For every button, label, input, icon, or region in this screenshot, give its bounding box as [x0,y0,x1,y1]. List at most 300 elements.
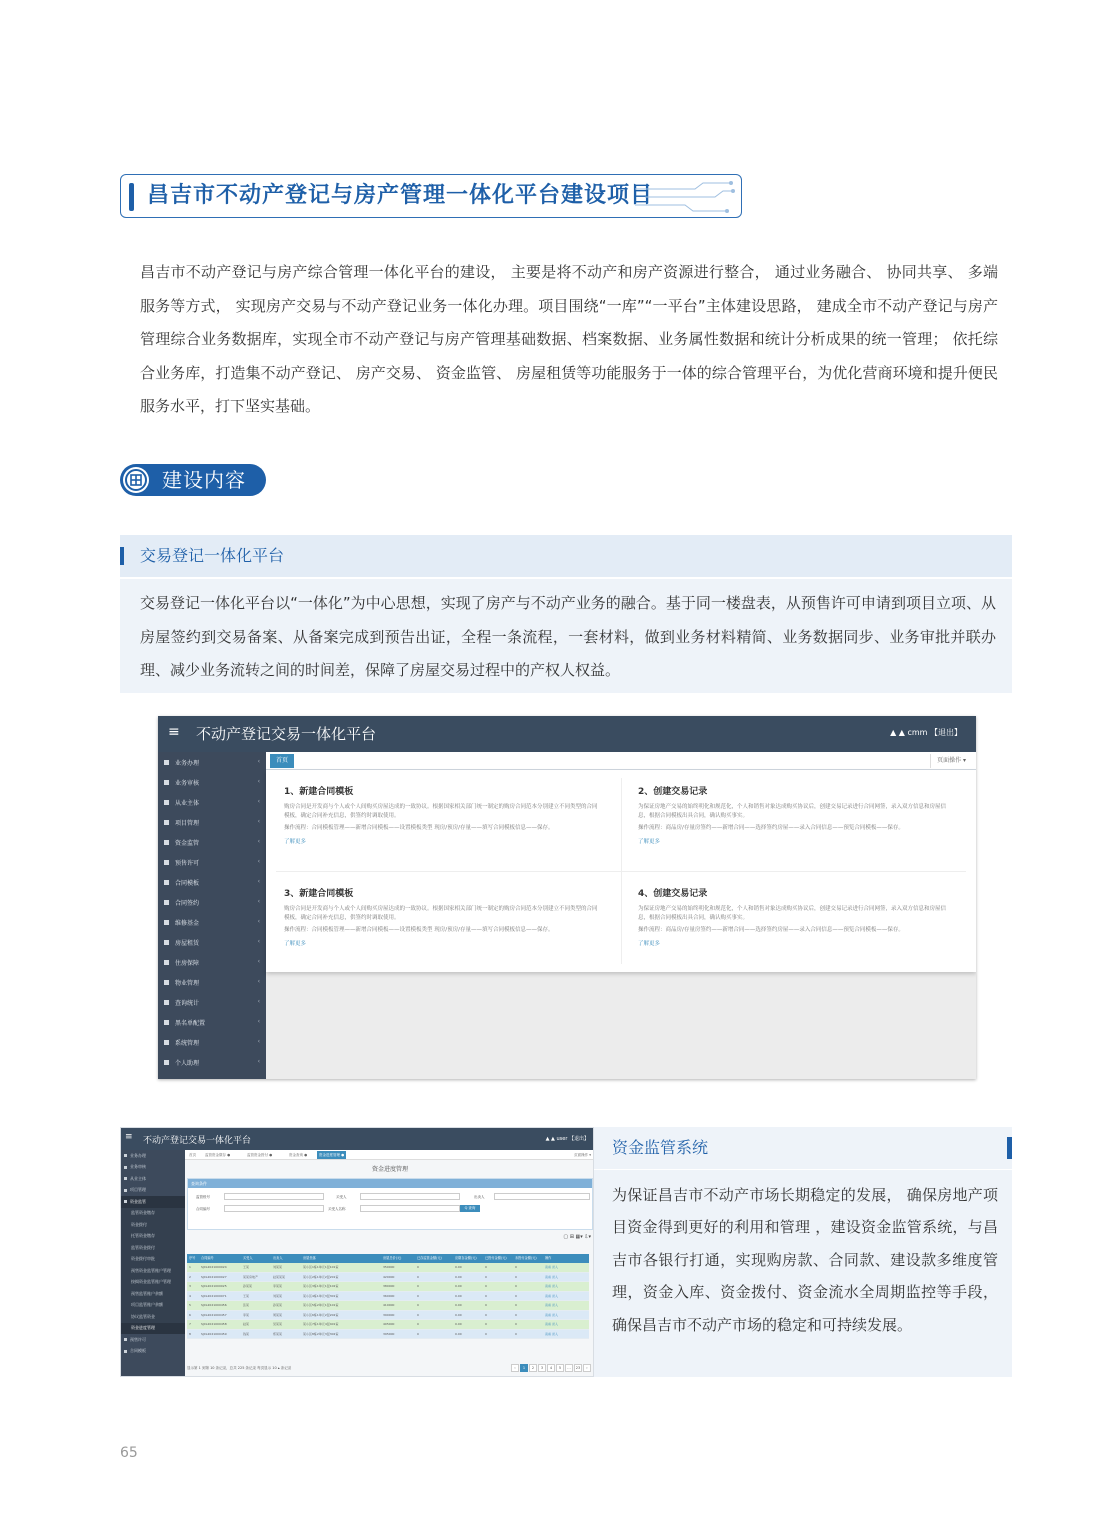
sidebar-item[interactable] [121,1185,185,1197]
table-cell: SJXL2021000456 [201,1303,227,1307]
data-table [187,1254,589,1339]
page-options-button[interactable]: 页面操作 ▾ [930,754,972,768]
field-label: 出卖人 [474,1195,485,1199]
sidebar-subitem[interactable] [121,1219,185,1231]
chevron-left-icon: ‹ [257,998,260,1005]
sidebar-item-label: 资金进度管理 [131,1325,155,1331]
table-cell: 0 [417,1274,419,1279]
table-cell: 某小区3栋1单元1层102室 [303,1284,339,1288]
sidebar-subitem[interactable] [121,1288,185,1300]
sidebar-item-label: 合同模板 [175,879,200,887]
building-icon [123,467,149,493]
sidebar-item[interactable] [158,972,266,992]
fund-accent-bar [1007,1137,1012,1159]
sidebar-item[interactable] [121,1162,185,1174]
column-header[interactable]: 买受人 [243,1256,253,1260]
page-number: 65 [120,1445,138,1461]
column-header[interactable]: 房屋总价(元) [383,1256,402,1260]
table-cell: 周某某 [273,1312,283,1317]
table-header [187,1254,589,1263]
menu-item-icon [164,1060,169,1065]
content-title: 资金进度管理 [371,1166,408,1173]
tab[interactable]: 资金查询 ● [289,1153,308,1157]
sidebar-item[interactable] [158,752,266,772]
guide-card [626,774,966,855]
user-menu[interactable]: ▲ ▲ user 【退出】 [545,1136,589,1142]
sidebar-item-label: 住房保障 [175,959,200,967]
seller-input[interactable] [494,1193,590,1200]
table-cell: 某小区1栋1单元1层101室 [303,1265,339,1269]
sidebar-item-label: 预售资金监管账户管理 [131,1267,171,1273]
table-cell: SJXL2021000458 [201,1322,227,1326]
page-button[interactable]: ‹ [511,1364,519,1372]
card-text: 购房合同是开发商与个人或个人间购买房屋达成的一致协议。根据国家相关部门统一制定的购房合同范本分别建立不同类型的合同模板，确定合同补充信息，供签约时调取使用。 [284,906,598,921]
sidebar-item-label: 资金监管 [130,1198,146,1204]
table-cell: 7 [189,1322,191,1326]
menu-item-icon [164,960,169,965]
column-header[interactable]: 已存监管金额(元) [417,1256,442,1260]
pagination [510,1364,591,1372]
panel-title: 查询条件 [188,1179,592,1188]
sidebar-subitem[interactable] [121,1300,185,1312]
sidebar-subitem[interactable] [121,1208,185,1220]
page-button[interactable]: 4 [547,1364,555,1372]
page-button[interactable]: 1 [520,1364,528,1372]
learn-more-link[interactable]: 了解更多 [284,839,307,845]
table-row[interactable] [187,1311,589,1321]
sidebar-item-label: 系统管理 [175,1039,200,1047]
sidebar-item-label: 项目管理 [130,1187,146,1193]
sidebar-item[interactable] [158,1032,266,1052]
sidebar-item-label: 资金监管 [175,839,200,847]
hamburger-icon[interactable]: ≡ [125,1132,133,1142]
menu-item-icon [164,1000,169,1005]
table-cell: 刘某某 [273,1293,283,1298]
row-actions[interactable]: 查看 录入 [545,1331,558,1336]
table-cell: 刘某某 [273,1265,283,1269]
sidebar-item-label: 从业主体 [175,799,200,807]
table-cell: 某某房地产 [243,1274,259,1279]
sidebar-item[interactable] [158,912,266,932]
section-label: 建设内容 [162,468,246,492]
table-cell: 李某某 [273,1284,283,1288]
page-title: 昌吉市不动产登记与房产管理一体化平台建设项目 [147,183,654,208]
sidebar-subitem[interactable] [121,1254,185,1266]
menu-item-icon [124,1200,127,1203]
table-cell: 395000 [383,1331,395,1336]
divider [594,1169,1012,1170]
sidebar-item-label: 从业主体 [130,1175,146,1181]
guide-card [272,876,612,957]
fund-panel [594,1127,1012,1377]
learn-more-link[interactable]: 了解更多 [638,941,661,947]
sidebar-item-label: 物业管理 [175,979,200,987]
table-cell: 0.00 [455,1265,462,1269]
trade-title: 交易登记一体化平台 [140,546,285,565]
fund-paragraph: 为保证昌吉市不动产市场长期稳定的发展， 确保房地产项目资金得到更好的利用和管理 ，建设资金监管系统，与昌吉市各银行打通，实现购房款、合同款、建设款多维度管理，资金入库、资金拨付、资金流水全周期监控等手段， 确保昌吉市不动产市场的稳定和可持续发展。 [612,1186,998,1334]
sidebar-item[interactable] [158,1052,266,1072]
intro-paragraph: 昌吉市不动产登记与房产综合管理一体化平台的建设， 主要是将不动产和房产资源进行整合， 通过业务融合、 协同共享、 多端服务等方式， 实现房产交易与不动产登记业务一体化办理。项目围绕“一库”“一平台”主体建设思路， 建成全市不动产登记与房产管理综合业务数据库，实现全市不动产登记与房产管理基础数据、档案数据、业务属性数据和统计分析成果的统一管理； 依托综合业务库，打造集不动产登记、 房产交易、 资金监管、 房屋租赁等功能服务于一体的综合管理平台，为优化营商环境和提升便民服务水平，打下坚实基础。 [140,263,998,416]
sidebar-item[interactable] [158,892,266,912]
card-title: 3、新建合同模板 [284,889,354,899]
sidebar-item-label: 监管资金缴存 [131,1210,155,1216]
column-header[interactable]: 出卖人 [273,1256,283,1260]
title-accent-bar [129,183,134,211]
sidebar-item[interactable] [121,1173,185,1185]
chevron-left-icon: ‹ [257,818,260,825]
table-cell: 380000 [383,1284,395,1288]
tab-bar [266,752,976,770]
sidebar-item[interactable] [158,1012,266,1032]
trade-body [120,579,1012,693]
table-cell: SJXL2021000027 [201,1274,227,1279]
table-cell: 孙某某 [243,1284,253,1288]
table-cell: 王某 [243,1293,250,1298]
chevron-left-icon: ‹ [257,958,260,965]
table-cell: 0.00 [455,1293,462,1298]
field-label: 合同编号 [196,1207,210,1211]
table-cell: 0 [515,1303,517,1307]
card-text: 为保证房地产交易的始终明化和规范化，个人和销售对象达成购买协议后，创建交易记录进行合同网签，录入双方信息和房屋信息，根据合同模板出具合同，确认购买事实。 [638,906,947,921]
row-actions[interactable]: 查看 录入 [545,1322,558,1326]
menu-item-icon [124,1338,127,1341]
chevron-left-icon: ‹ [257,1038,260,1045]
tab[interactable]: 资金进度管理 ● [319,1153,345,1157]
card-steps: 操作流程：商品房/存量房签约——新增合同——选择签约房屋——录入合同信息——预览合同模板——保存。 [638,927,904,933]
fund-title: 资金监管系统 [612,1138,709,1157]
row-actions[interactable]: 查看 录入 [545,1293,558,1298]
table-cell: 钱某 [243,1331,250,1336]
sidebar-item-label: 查询统计 [175,999,200,1007]
table-cell: 0 [515,1322,517,1326]
sidebar-item[interactable] [158,832,266,852]
sidebar-item-label: 协议监管资金 [131,1313,155,1319]
card-text: 购房合同是开发商与个人或个人间购买房屋达成的一致协议。根据国家相关部门统一制定的购房合同范本分别建立不同类型的合同模板，确定合同补充信息，供签约时调取使用。 [284,804,598,819]
chevron-left-icon: ‹ [257,838,260,845]
home-content [266,770,976,972]
sidebar-item-label: 按揭资金监管账户管理 [131,1279,171,1285]
table-cell: 0.00 [455,1331,462,1336]
chevron-left-icon: ‹ [257,858,260,865]
table-cell: SJXL2021000024 [201,1265,227,1269]
sidebar-item-label: 房屋租赁 [175,939,200,947]
sidebar-subitem[interactable] [121,1323,185,1335]
sidebar-item[interactable] [121,1346,185,1358]
table-cell: 0 [417,1284,419,1288]
column-header[interactable]: 合同编号 [201,1256,214,1260]
table-cell: 5 [189,1303,191,1307]
sidebar-item-label: 预售许可 [175,859,200,867]
learn-more-link[interactable]: 了解更多 [284,941,307,947]
sidebar [158,752,266,1079]
hamburger-icon[interactable]: ≡ [168,724,180,740]
menu-item-icon [164,1040,169,1045]
menu-item-icon [164,780,169,785]
table-cell: 0 [485,1284,487,1288]
sidebar-item-label: 个人助理 [175,1059,200,1067]
table-cell: 0 [417,1331,419,1336]
sidebar-item-label: 业务审核 [175,779,200,787]
sidebar-item-label: 项目管理 [175,819,200,827]
menu-item-icon [164,980,169,985]
table-cell: 420000 [383,1274,395,1279]
sidebar-item-label: 维修基金 [175,919,200,927]
table-cell: 0 [485,1322,487,1326]
table-cell: 6 [189,1312,191,1317]
sidebar-item[interactable] [121,1334,185,1346]
learn-more-link[interactable]: 了解更多 [638,839,661,845]
table-cell: 王某 [243,1265,250,1269]
menu-item-icon [164,860,169,865]
sidebar-item-label: 业务办理 [130,1152,146,1158]
card-title: 4、创建交易记录 [638,889,708,899]
title-banner [120,174,742,218]
card-text: 为保证房地产交易的始终明化和规范化，个人和销售对象达成购买协议后，创建交易记录进行合同网签，录入双方信息和房屋信息，根据合同模板出具合同，确认购买事实。 [638,804,947,819]
trade-header [120,535,1012,577]
table-cell: 360000 [383,1293,395,1298]
menu-item-icon [164,900,169,905]
table-cell: 0.00 [455,1322,462,1326]
menu-item-icon [124,1166,127,1169]
sidebar-item-label: 合同签约 [175,899,200,907]
sidebar-item[interactable] [158,992,266,1012]
column-header[interactable]: 操作 [545,1256,552,1260]
table-cell: SJXL2021000071 [201,1293,227,1298]
table-cell: 吴某某 [273,1322,283,1326]
table-cell: 8 [189,1331,191,1336]
sidebar-item-label: 业务审核 [130,1164,146,1170]
table-cell: 0.00 [455,1274,462,1279]
column-header[interactable]: 应缴存金额(元) [455,1256,477,1260]
card-title: 1、新建合同模板 [284,787,354,797]
sidebar-item-label: 预售许可 [130,1336,146,1342]
section-pill [120,464,266,496]
sidebar-subitem[interactable] [121,1277,185,1289]
table-cell: 0 [417,1265,419,1269]
sidebar-item[interactable] [158,792,266,812]
page-button[interactable]: 23 [575,1366,581,1370]
sidebar-item[interactable] [158,932,266,952]
menu-item-icon [124,1350,127,1353]
field-label: 买受人名称 [328,1207,346,1211]
table-cell: 某小区8栋2单元3层302室 [303,1331,339,1336]
table-cell: 350000 [383,1265,395,1269]
menu-item-icon [124,1154,127,1157]
table-cell: 2 [189,1274,191,1279]
user-menu[interactable]: ▲ ▲ cmm 【退出】 [890,728,962,737]
table-cell: 0 [485,1312,487,1317]
sidebar-item[interactable] [121,1150,185,1162]
table-row[interactable] [187,1263,589,1273]
chevron-left-icon: ‹ [257,938,260,945]
column-header[interactable]: 序号 [189,1256,196,1260]
table-cell: 赵某 [243,1322,250,1326]
card-steps: 操作流程：合同模板管理——新增合同模板——设置模板类型 现房/预房/存量——填写合同模板信息——保存。 [284,927,554,933]
menu-item-icon [164,760,169,765]
chevron-left-icon: ‹ [257,978,260,985]
trade-accent-bar [120,547,124,565]
menu-item-icon [164,800,169,805]
table-cell: 0 [515,1293,517,1298]
row-actions[interactable]: 查看 录入 [545,1265,558,1269]
field-label: 监管账号 [196,1195,210,1199]
sidebar-item-label: 资金拨付审批 [131,1256,155,1262]
sidebar-item-label: 托管资金缴存 [131,1233,155,1239]
sidebar-item-label: 黑名单配置 [175,1019,206,1027]
top-navbar [121,1128,594,1150]
table-cell: 0 [515,1331,517,1336]
chevron-left-icon: ‹ [257,1018,260,1025]
sidebar-item[interactable] [158,952,266,972]
table-row[interactable] [187,1330,589,1340]
field-label: 买受人 [336,1195,347,1199]
table-cell: 0 [417,1312,419,1317]
table-cell: 0 [485,1274,487,1279]
table-cell: 0 [515,1284,517,1288]
sidebar-item[interactable] [158,812,266,832]
sidebar-item-label: 项目监管账户余额 [131,1302,163,1308]
tab-bar [185,1150,594,1160]
table-cell: 0.00 [455,1284,462,1288]
table-row[interactable] [187,1292,589,1302]
page-options-button[interactable]: 页面操作 ▾ [574,1153,591,1157]
table-row[interactable] [187,1320,589,1330]
card-steps: 操作流程：商品房/存量房签约——新增合同——选择签约房屋——录入合同信息——预览合同模板——保存。 [638,825,904,831]
table-cell: 孙某某 [273,1303,283,1307]
page-button[interactable]: 2 [529,1364,537,1372]
sidebar-item-label: 业务办理 [175,759,200,767]
platform-screenshot [158,716,976,1079]
chevron-left-icon: ‹ [257,778,260,785]
sidebar-item-label: 监管资金拨付 [131,1244,155,1250]
guide-card [272,774,612,855]
column-header[interactable]: 未拨付金额(元) [515,1256,537,1260]
sidebar-item[interactable] [121,1196,185,1208]
table-cell: 0 [485,1265,487,1269]
guide-card [626,876,966,957]
row-actions[interactable]: 查看 录入 [545,1303,558,1307]
table-cell: 4 [189,1293,191,1298]
sidebar-subitem[interactable] [121,1242,185,1254]
buyer-name-input[interactable] [360,1205,460,1212]
table-cell: 赵某某某 [273,1274,286,1279]
menu-item-icon [164,1020,169,1025]
table-cell: 0.00 [455,1312,462,1317]
tab[interactable]: 首页 [189,1153,196,1157]
chevron-left-icon: ‹ [257,878,260,885]
table-cell: 390000 [383,1312,395,1317]
tab[interactable]: 监管资金拨付 ● [247,1153,273,1157]
app-title: 不动产登记交易一体化平台 [143,1136,252,1146]
table-cell: 郑某某 [273,1331,283,1336]
query-panel [187,1178,593,1230]
table-cell: 0.00 [455,1303,462,1307]
sidebar-item[interactable] [158,852,266,872]
table-cell: 405000 [383,1322,395,1326]
table-row[interactable] [187,1282,589,1292]
query-button[interactable]: Q 查询 [460,1205,480,1212]
table-cell: 0 [515,1265,517,1269]
table-row[interactable] [187,1273,589,1283]
column-header[interactable]: 已拨付金额(元) [485,1256,507,1260]
contract-input[interactable] [224,1205,324,1212]
tab-home[interactable]: 首页 [270,754,294,768]
sidebar-item-label: 合同模板 [130,1348,146,1354]
divider [276,871,966,872]
table-toolbar[interactable]: ▢ ⊞ ▦▾ ⇩▾ [563,1234,591,1240]
table-cell: 某小区2栋1单元2层201室 [303,1274,339,1279]
table-cell: 1 [189,1265,191,1269]
menu-item-icon [164,940,169,945]
page-button[interactable]: … [565,1364,573,1372]
table-cell: 0 [417,1293,419,1298]
menu-item-icon [124,1189,127,1192]
chevron-left-icon: ‹ [257,1058,260,1065]
table-cell: 0 [515,1312,517,1317]
row-actions[interactable]: 查看 录入 [545,1284,558,1288]
tab[interactable]: 监管资金缴存 ● [205,1153,231,1157]
table-cell: SJXL2021000457 [201,1312,227,1317]
page-button[interactable]: 3 [538,1364,546,1372]
sidebar-subitem[interactable] [121,1311,185,1323]
page-button[interactable]: › [583,1364,591,1372]
trade-paragraph: 交易登记一体化平台以“一体化”为中心思想，实现了房产与不动产业务的融合。基于同一楼盘表，从预售许可申请到项目立项、从房屋签约到交易备案、从备案完成到预告出证，全程一条流程，一套材料，做到业务材料精简、业务数据同步、业务审批并联办理、减少业务流转之间的时间差，保障了房屋交易过程中的产权人权益。 [140,594,996,680]
table-cell: 410000 [383,1303,395,1307]
sidebar-subitem[interactable] [121,1265,185,1277]
sidebar-item[interactable] [158,772,266,792]
main-content [185,1160,594,1377]
chevron-left-icon: ‹ [257,918,260,925]
row-actions[interactable]: 查看 录入 [545,1312,558,1317]
chevron-left-icon: ‹ [257,798,260,805]
sidebar [121,1150,185,1377]
table-cell: 某小区4栋1单元3层301室 [303,1293,339,1298]
column-header[interactable]: 房屋坐落 [303,1256,316,1260]
menu-item-icon [164,820,169,825]
sidebar-item[interactable] [158,872,266,892]
buyer-input[interactable] [360,1193,460,1200]
table-cell: 李某 [243,1312,250,1317]
menu-item-icon [164,920,169,925]
table-cell: SJXL2021000025 [201,1284,227,1288]
card-steps: 操作流程：合同模板管理——新增合同模板——设置模板类型 现房/预房/存量——填写合同模板信息——保存。 [284,825,554,831]
card-title: 2、创建交易记录 [638,787,708,797]
table-cell: 张某 [243,1303,250,1307]
table-cell: 某小区6栋1单元2层202室 [303,1312,339,1317]
table-cell: 某小区5栋2单元1层101室 [303,1303,339,1307]
account-input[interactable] [224,1193,324,1200]
row-actions[interactable]: 查看 录入 [545,1274,558,1279]
table-cell: 0 [485,1331,487,1336]
table-cell: SJXL2021000459 [201,1331,227,1336]
menu-item-icon [124,1177,127,1180]
sidebar-item-label: 资金拨付 [131,1221,147,1227]
menu-item-icon [164,880,169,885]
app-title: 不动产登记交易一体化平台 [196,725,377,743]
circuit-decoration-icon [635,179,735,215]
menu-item-icon [164,840,169,845]
page-button[interactable]: 5 [556,1364,564,1372]
table-row[interactable] [187,1301,589,1311]
pagination-info: 显示第 1 到第 10 条记录，总共 225 条记录 每页显示 10 ▴ 条记录 [187,1366,292,1370]
fund-screenshot [120,1127,594,1377]
table-cell: 0 [485,1293,487,1298]
sidebar-subitem[interactable] [121,1231,185,1243]
chevron-left-icon: ‹ [257,898,260,905]
table-cell: 0 [515,1274,517,1279]
table-cell: 某小区7栋1单元4层401室 [303,1322,339,1326]
table-cell: 3 [189,1284,191,1288]
